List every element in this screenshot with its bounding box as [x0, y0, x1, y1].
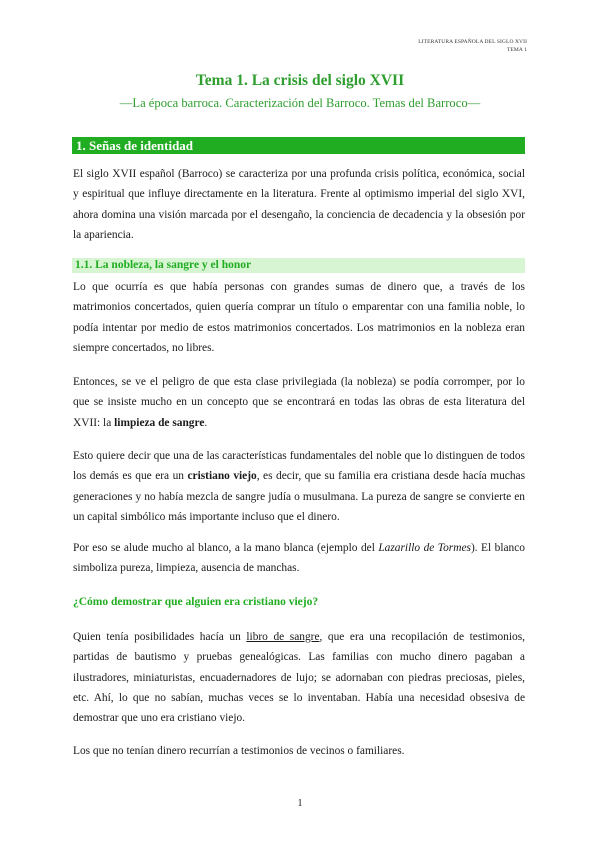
text-span: , es decir, que su familia era cristiana desde hacía muchas generaciones y no había mezcla de sangre judía o musulmana. La pureza de sangre se convierte en un capital simbólico más importante incluso que el dinero. [73, 470, 526, 523]
running-header [418, 38, 527, 54]
underlined-term-libro-de-sangre: libro de sangre [246, 631, 320, 643]
paragraph-testimonios-vecinos: Los que no tenían dinero recurrían a testimonios de vecinos o familiares. [73, 745, 405, 757]
bold-term-limpieza-de-sangre: limpieza de sangre [114, 416, 205, 429]
section-heading-senas-de-identidad: 1. Señas de identidad [72, 137, 525, 154]
paragraph-cristiano-viejo [73, 446, 525, 527]
paragraph-matrimonios: Lo que ocurría es que había personas con grandes sumas de dinero que, a través de los matrimonios concertados, quien quería comprar un título o emparentar con una familia noble, lo podía intentar por medio de estos matrimonios concertados. Los matrimonios en la nobleza eran siempre concertados, no libres. [73, 281, 525, 354]
text-span: ). El blanco simboliza pureza, limpieza, ausencia de manchas. [73, 542, 525, 575]
document-title: Tema 1. La crisis del siglo XVII [195, 72, 405, 89]
text-span: Entonces, se ve el peligro de que esta clase privilegiada (la nobleza) se podía corromper, por lo que se insiste mucho en un concepto que se encontrará en todas las obras de esta literatura del XVII: la [73, 376, 525, 429]
subsection-heading-nobleza: 1.1. La nobleza, la sangre y el honor [72, 258, 525, 273]
running-header-course: LITERATURA ESPAÑOLA DEL SIGLO XVII [418, 39, 527, 45]
paragraph-intro: El siglo XVII español (Barroco) se caracteriza por una profunda crisis política, económica, social y espiritual que influye directamente en la literatura. Frente al optimismo imperial del siglo XVI, ahora domina una visión marcada por el desengaño, la conciencia de decadencia y la obsesión por la apariencia. [73, 168, 525, 241]
paragraph-libro-de-sangre [73, 627, 525, 728]
paragraph-limpieza-de-sangre [73, 372, 525, 433]
document-subtitle: —La época barroca. Caracterización del Barroco. Temas del Barroco— [119, 96, 481, 110]
page-number: 1 [297, 798, 303, 809]
paragraph-mano-blanca [73, 538, 525, 579]
italic-title-lazarillo: Lazarillo de Tormes [378, 542, 471, 554]
text-span: . [204, 416, 208, 429]
question-heading-cristiano-viejo: ¿Cómo demostrar que alguien era cristiano viejo? [73, 596, 319, 608]
text-span: Por eso se alude mucho al blanco, a la mano blanca (ejemplo del [73, 542, 379, 554]
bold-term-cristiano-viejo: cristiano viejo [187, 470, 257, 483]
text-span: Esto quiere decir que una de las características fundamentales del noble que lo distinguen de todos los demás es que era un [73, 450, 525, 483]
text-span: Quien tenía posibilidades hacía un [73, 631, 247, 643]
running-header-topic: TEMA 1 [506, 47, 527, 53]
text-span: , que era una recopilación de testimonios, partidas de bautismo y pruebas genealógicas. Las familias con mucho dinero pagaban a ilustradores, miniaturistas, encuadernadores de lujo; se adornaban con piedras preciosas, pieles, etc. Ahí, lo que no sabían, muchas veces se lo inventaban. Había una necesidad obsesiva de demostrar que uno era cristiano viejo. [73, 631, 525, 725]
